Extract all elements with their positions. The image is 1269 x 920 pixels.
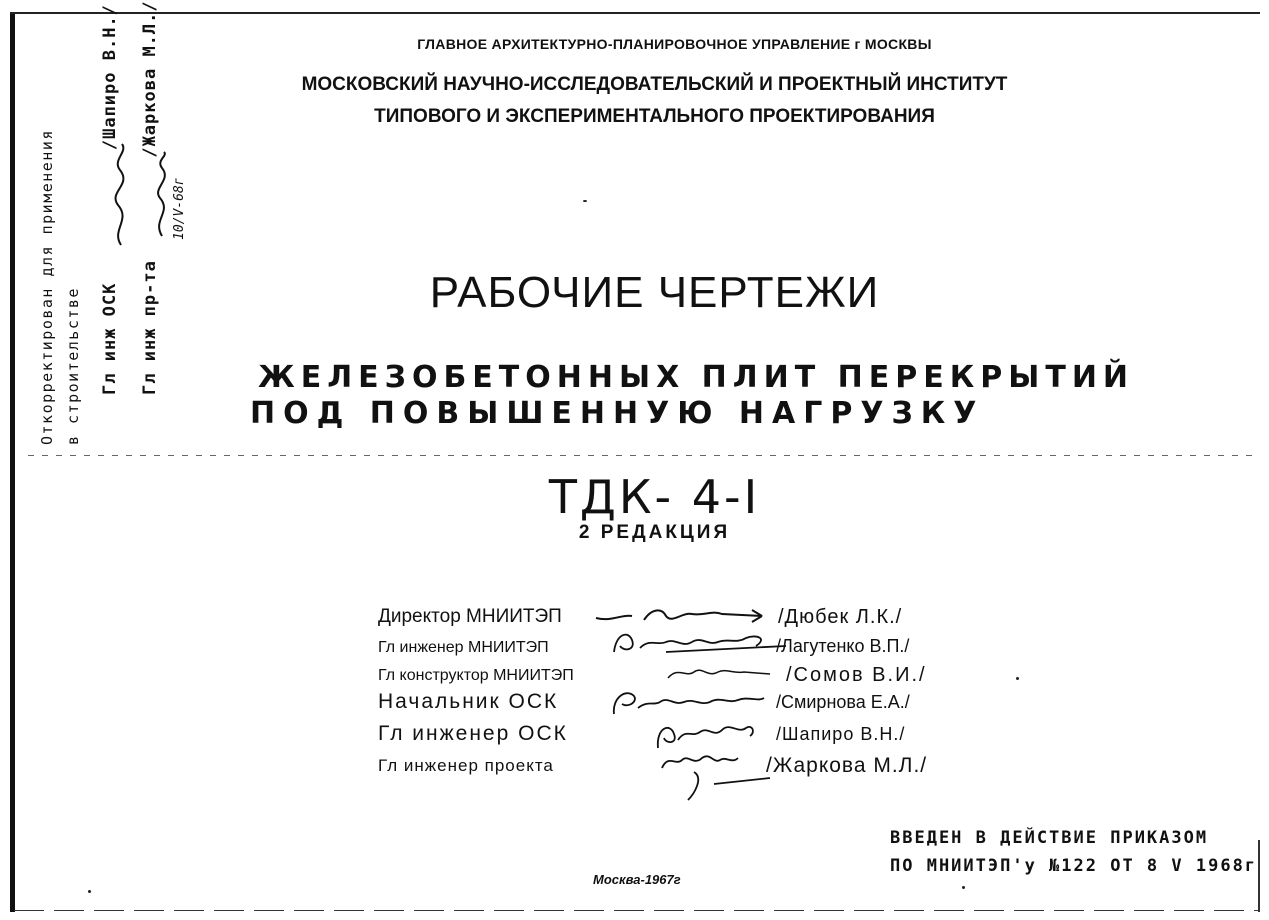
signatory-row <box>378 690 558 714</box>
signature-chief-engineer-icon <box>606 624 796 660</box>
dashed-separator <box>28 455 1258 456</box>
signatory-name: /Дюбек Л.К./ <box>778 606 903 628</box>
signatory-role: Начальник ОСК <box>378 690 559 713</box>
signature-project-engineer-icon <box>654 744 774 804</box>
edition-label: 2 РЕДАКЦИЯ <box>578 522 731 543</box>
signatory-name: /Лагутенко В.П./ <box>776 636 910 656</box>
signatory-name: /Смирнова Е.А./ <box>776 692 910 712</box>
signatory-row <box>378 756 554 776</box>
frame-left-border <box>10 12 15 912</box>
decree-line1: ВВЕДЕН В ДЕЙСТВИЕ ПРИКАЗОМ <box>890 828 1209 848</box>
speck-icon <box>583 200 587 202</box>
header-institute-line2: ТИПОВОГО И ЭКСПЕРИМЕНТАЛЬНОГО ПРОЕКТИРОВАНИЯ <box>374 106 935 127</box>
approval-date: 10/V-68г <box>172 177 187 240</box>
signatory-role: Гл инженер МНИИТЭП <box>378 639 549 656</box>
signature-chief-designer-icon <box>664 662 774 684</box>
signatory-name: /Шапиро В.Н./ <box>776 724 906 744</box>
signatory-row <box>378 664 574 686</box>
approval-signer-1-role: Гл инж ОСК <box>100 282 120 395</box>
signatory-role: Гл конструктор МНИИТЭП <box>378 667 574 684</box>
approval-line-1: Откорректирован для применения <box>38 129 56 445</box>
signatory-row <box>378 606 562 628</box>
frame-right-border <box>1258 840 1260 912</box>
city-year: Москва-1967г <box>593 872 681 887</box>
signatory-role: Гл инженер проекта <box>378 756 554 775</box>
header-agency: ГЛАВНОЕ АРХИТЕКТУРНО-ПЛАНИРОВОЧНОЕ УПРАВЛЕНИЕ г МОСКВЫ <box>417 36 932 52</box>
speck-icon <box>962 886 965 889</box>
margin-signature-1-icon <box>106 140 136 250</box>
header-institute-line1: МОСКОВСКИЙ НАУЧНО-ИССЛЕДОВАТЕЛЬСКИЙ И ПРОЕКТНЫЙ ИНСТИТУТ <box>301 74 1008 95</box>
signatory-row <box>378 722 568 746</box>
frame-top-border <box>10 12 1260 14</box>
speck-icon <box>1016 677 1019 680</box>
approval-line-2: в строительстве <box>64 287 82 445</box>
approval-signer-2-role: Гл инж пр-та <box>140 260 160 395</box>
speck-icon <box>88 890 91 893</box>
approval-signer-2-name: /Жаркова М.Л./ <box>140 0 160 158</box>
approval-signer-1-name: /Шапиро В.Н./ <box>100 4 120 151</box>
decree-line2: ПО МНИИТЭП'у №122 ОТ 8 V 1968г <box>890 856 1258 876</box>
signatory-name: /Сомов В.И./ <box>786 664 927 686</box>
frame-bottom-border <box>14 910 1259 911</box>
series-code: ТДК- 4-I <box>548 470 761 524</box>
document-subtitle-line2: ПОД ПОВЫШЕННУЮ НАГРУЗКУ <box>250 396 985 431</box>
signatory-role: Директор МНИИТЭП <box>378 606 562 627</box>
signatory-name: /Жаркова М.Л./ <box>766 754 928 777</box>
signatory-role: Гл инженер ОСК <box>378 722 568 745</box>
document-subtitle-line1: ЖЕЛЕЗОБЕТОННЫХ ПЛИТ ПЕРЕКРЫТИЙ <box>258 360 1135 395</box>
signatory-row <box>378 636 549 658</box>
document-title: РАБОЧИЕ ЧЕРТЕЖИ <box>429 268 880 317</box>
margin-signature-2-icon <box>148 150 178 240</box>
